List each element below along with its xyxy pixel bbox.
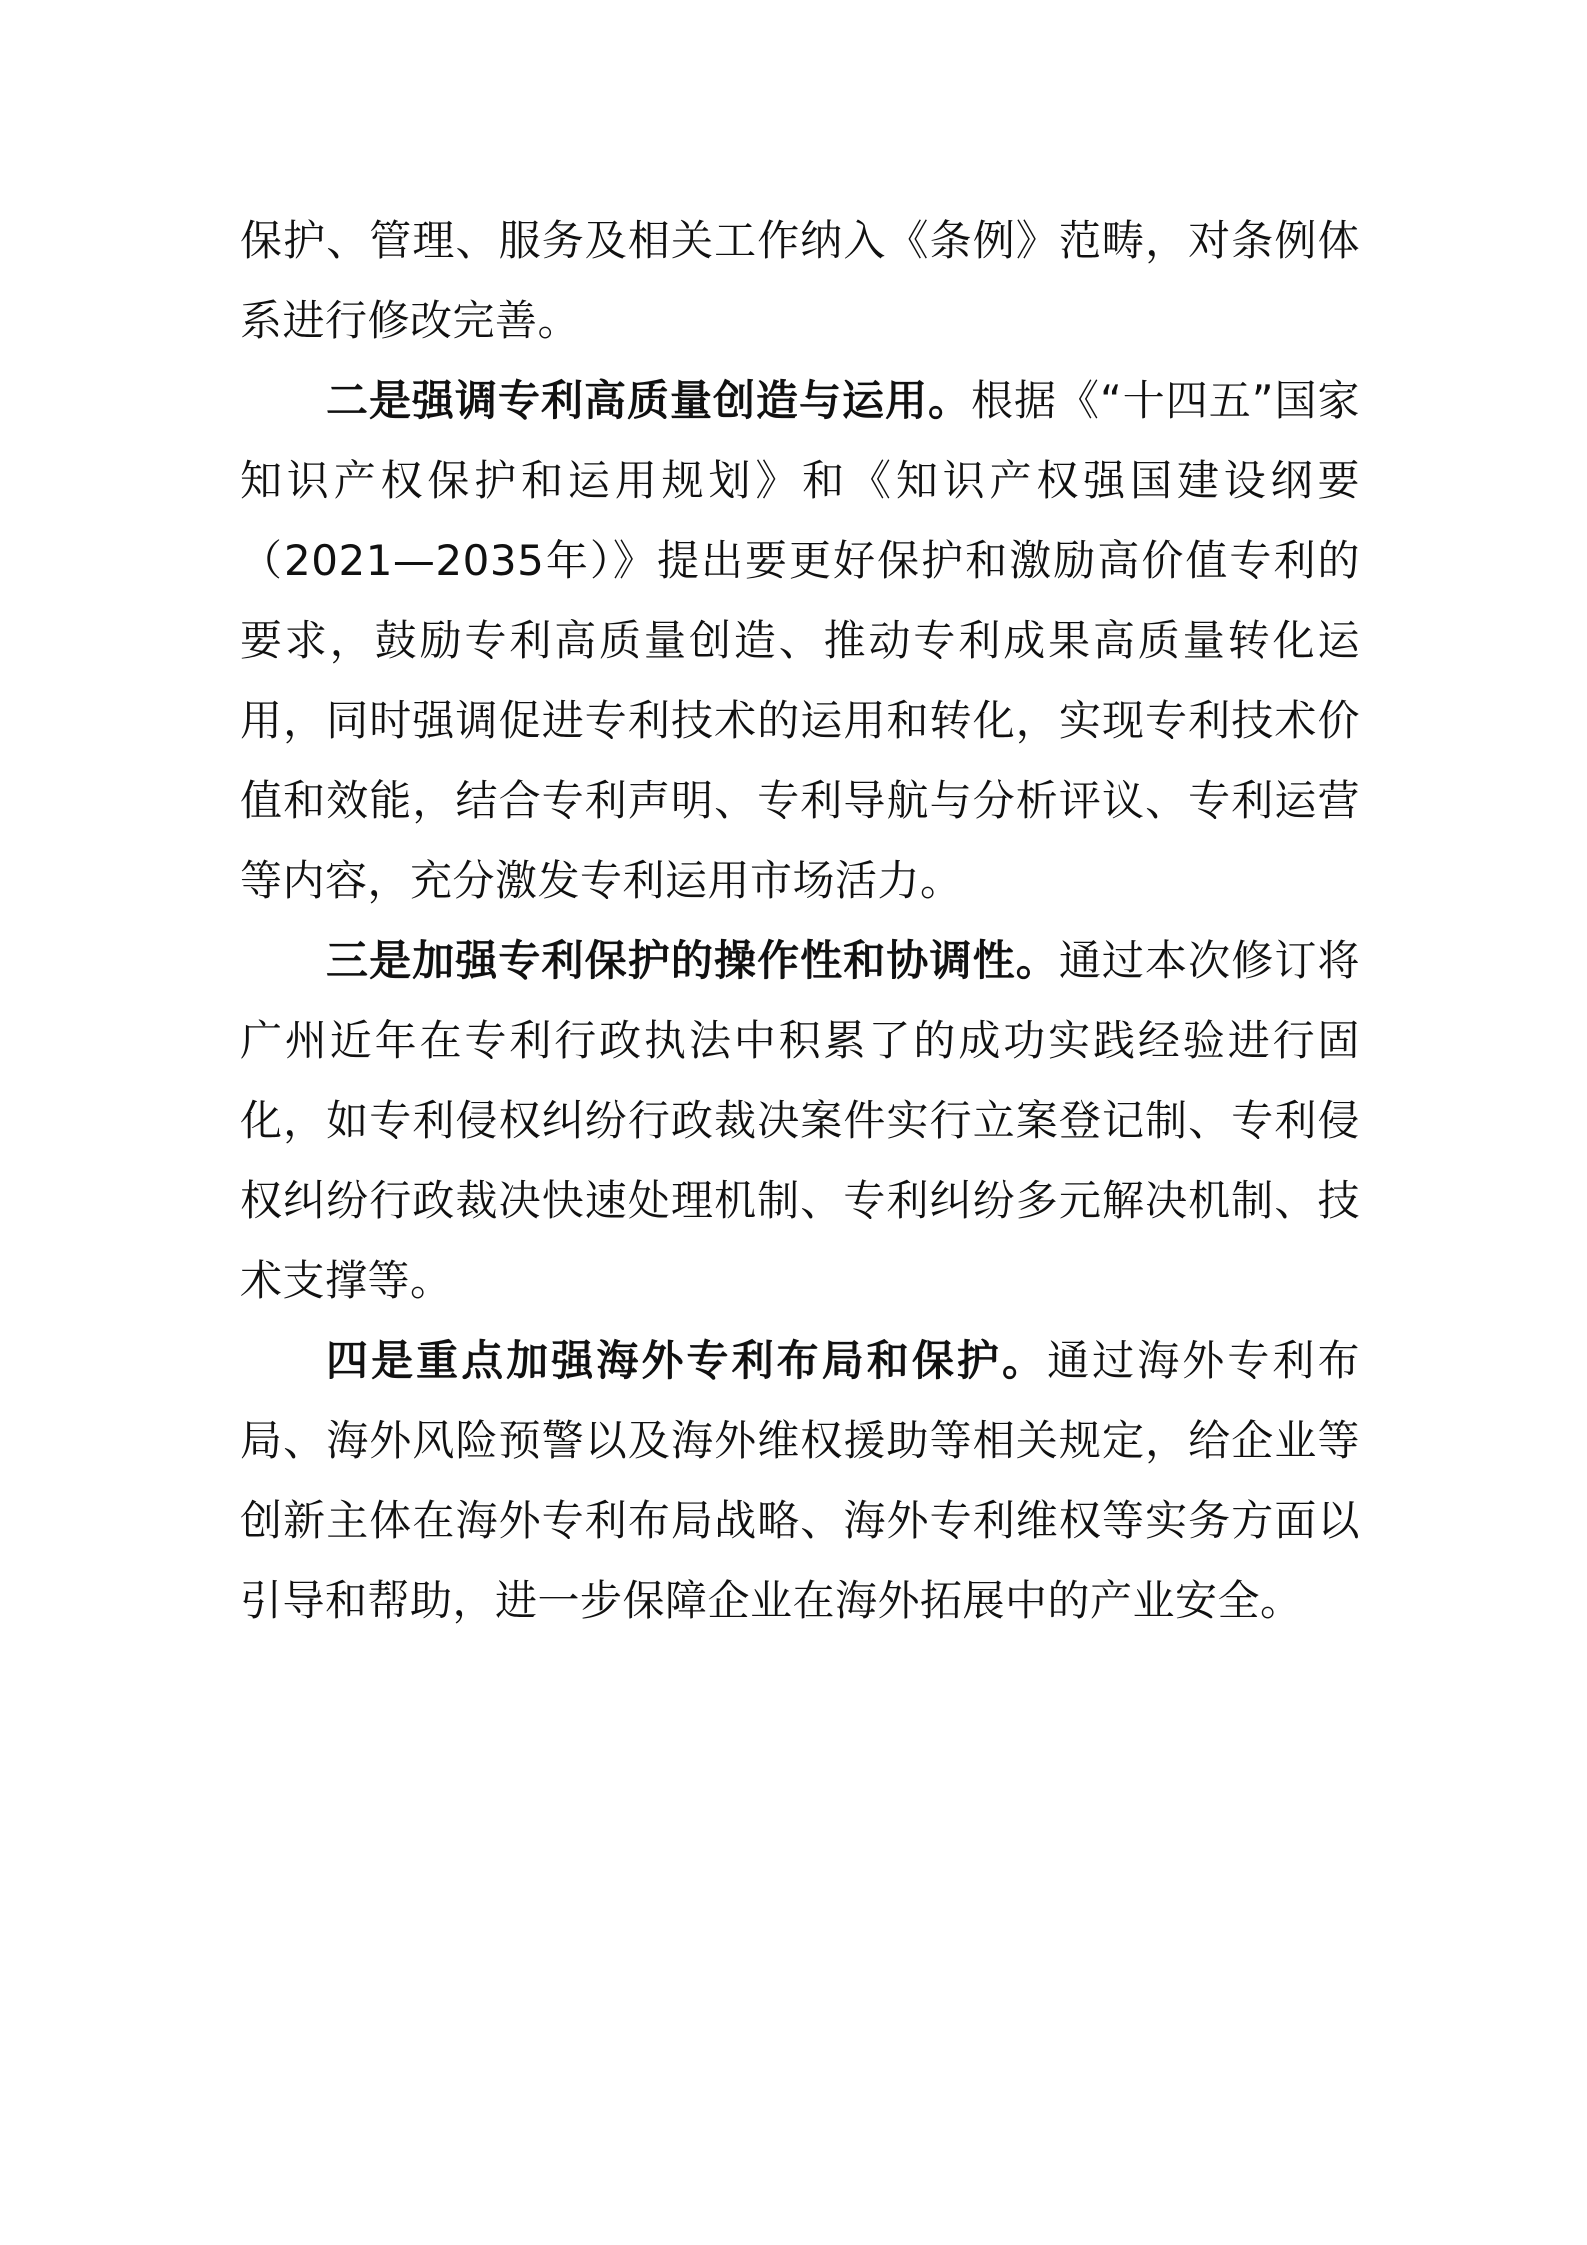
paragraph-text: 根据《“十四五”国家知识产权保护和运用规划》和《知识产权强国建设纲要（2021—2035年）》提出要更好保护和激励高价值专利的要求，鼓励专利高质量创造、推动专利成果高质量转化运用，同时强调促进专利技术的运用和转化，实现专利技术价值和效能，结合专利声明、专利导航与分析评议、专利运营等内容，充分激发专利运用市场活力。 [240,376,1360,905]
paragraph-text: 保护、管理、服务及相关工作纳入《条例》范畴，对条例体系进行修改完善。 [240,216,1360,345]
paragraph-patent-protection [240,921,1360,1321]
paragraph-overseas-patent [240,1321,1360,1641]
document-body [240,201,1360,1641]
paragraph-lead: 三是加强专利保护的操作性和协调性。 [326,936,1059,985]
paragraph-text: 通过本次修订将广州近年在专利行政执法中积累了的成功实践经验进行固化，如专利侵权纠纷行政裁决案件实行立案登记制、专利侵权纠纷行政裁决快速处理机制、专利纠纷多元解决机制、技术支撑等。 [240,936,1360,1305]
paragraph-lead: 二是强调专利高质量创造与运用。 [326,376,971,425]
paragraph-lead: 四是重点加强海外专利布局和保护。 [326,1336,1048,1385]
paragraph-continuation [240,201,1360,361]
paragraph-text: 通过海外专利布局、海外风险预警以及海外维权援助等相关规定，给企业等创新主体在海外专利布局战略、海外专利维权等实务方面以引导和帮助，进一步保障企业在海外拓展中的产业安全。 [240,1336,1360,1625]
paragraph-patent-quality [240,361,1360,921]
